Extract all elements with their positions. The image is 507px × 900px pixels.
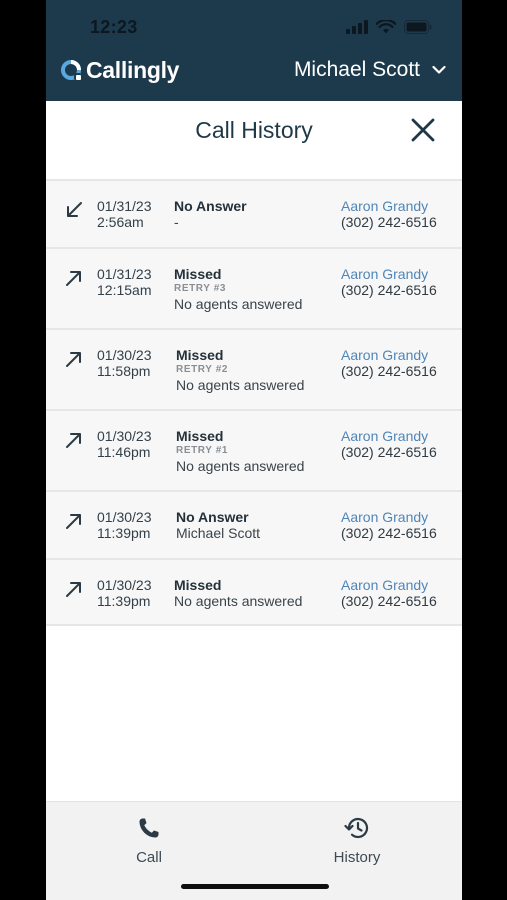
- call-status-label: No Answer: [176, 509, 249, 525]
- battery-icon: [404, 20, 432, 34]
- call-contact[interactable]: [341, 198, 437, 230]
- contact-name-link[interactable]: Aaron Grandy: [341, 577, 429, 593]
- contact-phone: (302) 242-6516: [341, 282, 437, 298]
- call-status-label: Missed: [174, 266, 222, 282]
- call-contact[interactable]: [341, 347, 437, 379]
- call-status-detail: No agents answered: [176, 458, 305, 474]
- contact-phone: (302) 242-6516: [341, 214, 437, 230]
- history-clock-icon: [344, 816, 370, 840]
- call-datetime: [97, 428, 152, 460]
- brand-name: Callingly: [86, 56, 180, 83]
- contact-phone: (302) 242-6516: [341, 593, 437, 609]
- call-date: 01/31/23: [97, 266, 152, 282]
- app-header: [46, 0, 462, 101]
- call-time: 11:46pm: [97, 444, 151, 460]
- page-title: Call History: [195, 117, 313, 143]
- call-status-detail: No agents answered: [174, 593, 303, 609]
- user-name: Michael Scott: [293, 58, 420, 81]
- call-status: [176, 428, 304, 474]
- phone-icon: [137, 816, 161, 840]
- call-status: [176, 347, 304, 393]
- call-row[interactable]: [46, 247, 462, 328]
- call-contact[interactable]: [341, 577, 437, 609]
- arrow-up-right-icon: [64, 268, 84, 288]
- call-date: 01/30/23: [97, 577, 152, 593]
- arrow-up-right-icon: [64, 579, 84, 599]
- call-status: [174, 198, 247, 230]
- call-time: 11:39pm: [97, 525, 151, 541]
- call-datetime: [97, 266, 152, 298]
- home-indicator: [181, 884, 329, 889]
- cellular-signal-icon: [346, 20, 368, 34]
- call-row[interactable]: [46, 558, 462, 626]
- contact-phone: (302) 242-6516: [341, 525, 437, 541]
- arrow-up-right-icon: [64, 430, 84, 450]
- call-date: 01/30/23: [97, 347, 152, 363]
- call-status-label: Missed: [176, 347, 224, 363]
- call-row[interactable]: [46, 409, 462, 490]
- callingly-logo-icon: [60, 59, 82, 81]
- call-time: 12:15am: [97, 282, 152, 298]
- wifi-icon: [376, 20, 396, 34]
- retry-badge: RETRY #2: [176, 364, 229, 375]
- user-select[interactable]: [294, 58, 446, 82]
- call-row[interactable]: [46, 328, 462, 409]
- call-status-label: Missed: [174, 577, 222, 593]
- close-icon: [410, 117, 436, 143]
- call-date: 01/30/23: [97, 509, 152, 525]
- contact-name-link[interactable]: Aaron Grandy: [341, 428, 429, 444]
- call-status-detail: Michael Scott: [176, 525, 261, 541]
- status-time: 12:23: [90, 17, 138, 37]
- call-time: 2:56am: [97, 214, 144, 230]
- chevron-down-icon: [432, 65, 446, 75]
- retry-badge: RETRY #3: [174, 283, 227, 294]
- call-status-detail: No agents answered: [176, 377, 305, 393]
- call-datetime: [97, 347, 152, 379]
- arrow-down-left-icon: [64, 200, 84, 220]
- contact-phone: (302) 242-6516: [341, 363, 437, 379]
- nav-call-tab[interactable]: [109, 816, 189, 866]
- call-datetime: [97, 509, 152, 541]
- call-row[interactable]: [46, 490, 462, 558]
- status-bar: [46, 0, 462, 52]
- call-list: [46, 179, 462, 626]
- call-status-label: No Answer: [174, 198, 247, 214]
- arrow-up-right-icon: [64, 349, 84, 369]
- call-date: 01/31/23: [97, 198, 152, 214]
- title-bar: [46, 101, 462, 179]
- call-status: [176, 509, 260, 541]
- nav-history-label: History: [333, 849, 381, 866]
- call-datetime: [97, 577, 152, 609]
- retry-badge: RETRY #1: [176, 445, 229, 456]
- contact-name-link[interactable]: Aaron Grandy: [341, 347, 429, 363]
- contact-name-link[interactable]: Aaron Grandy: [341, 266, 429, 282]
- contact-name-link[interactable]: Aaron Grandy: [341, 198, 429, 214]
- call-contact[interactable]: [341, 428, 437, 460]
- call-status-detail: -: [174, 214, 179, 230]
- contact-phone: (302) 242-6516: [341, 444, 437, 460]
- brand-logo: [60, 56, 179, 84]
- call-status-detail: No agents answered: [174, 296, 303, 312]
- contact-name-link[interactable]: Aaron Grandy: [341, 509, 429, 525]
- call-contact[interactable]: [341, 266, 437, 298]
- call-datetime: [97, 198, 152, 230]
- call-date: 01/30/23: [97, 428, 152, 444]
- nav-history-tab[interactable]: [317, 816, 397, 866]
- nav-call-label: Call: [136, 849, 162, 866]
- status-icons: [346, 20, 432, 34]
- call-contact[interactable]: [341, 509, 437, 541]
- call-row[interactable]: [46, 179, 462, 247]
- call-status: [174, 577, 302, 609]
- call-time: 11:58pm: [97, 363, 151, 379]
- call-time: 11:39pm: [97, 593, 151, 609]
- arrow-up-right-icon: [64, 511, 84, 531]
- call-status: [174, 266, 302, 312]
- call-status-label: Missed: [176, 428, 224, 444]
- close-button[interactable]: [410, 117, 436, 143]
- phone-screen: [46, 0, 462, 900]
